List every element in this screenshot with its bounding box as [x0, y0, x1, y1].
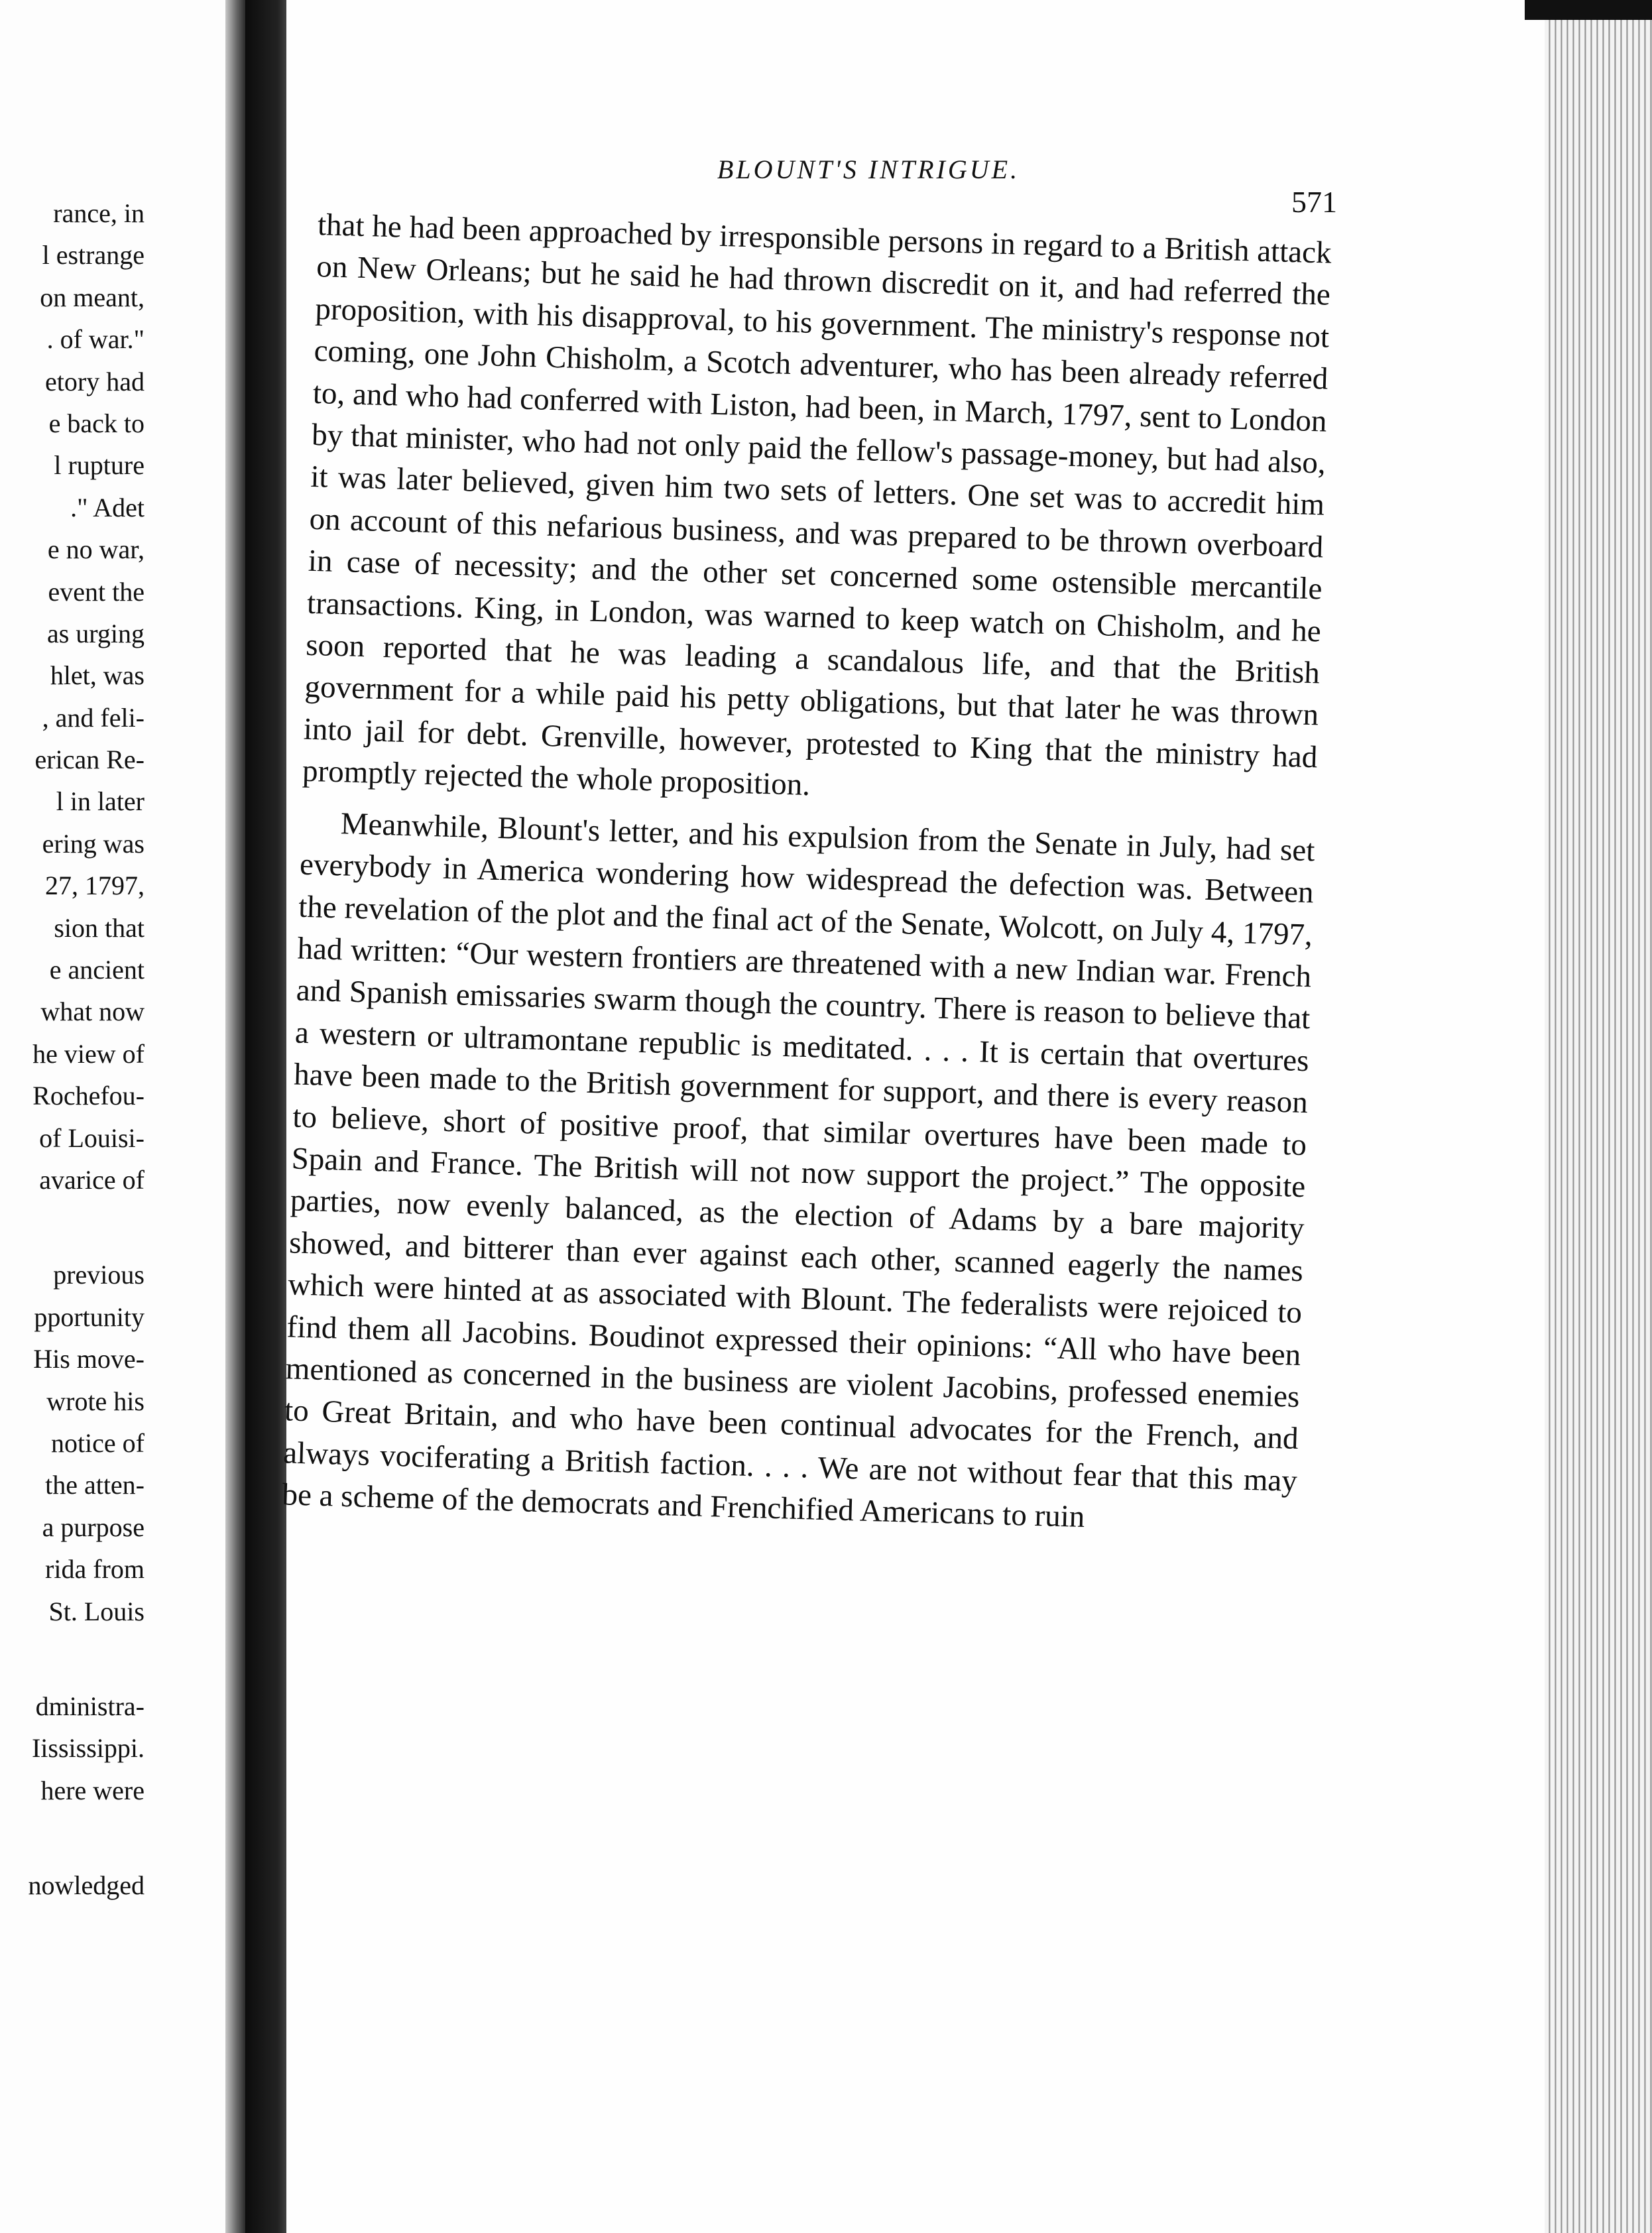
left-page-line: l estrange: [42, 240, 145, 271]
left-page-line: ering was: [42, 828, 145, 859]
left-page: [0, 0, 225, 2233]
left-page-line: His move-: [33, 1344, 145, 1374]
left-page-line: event the: [48, 576, 145, 607]
left-page-line: nowledged: [28, 1870, 145, 1901]
left-page-line: wrote his: [46, 1386, 145, 1416]
left-page-line: . of war.": [46, 324, 145, 355]
left-page-line: Rochefou-: [32, 1081, 145, 1111]
left-page-gutter: [225, 0, 245, 2233]
left-page-line: e back to: [48, 408, 145, 438]
left-page-line: of Louisi-: [39, 1122, 145, 1153]
book-spine-shadow: [245, 0, 292, 2233]
left-page-line: erican Re-: [34, 745, 145, 775]
left-page-line: hlet, was: [50, 660, 145, 691]
page-edges: [1545, 0, 1652, 2233]
left-page-line: here were: [40, 1775, 145, 1805]
left-page-line: avarice of: [39, 1164, 145, 1195]
left-page-line: [0, 1201, 145, 1254]
body-text: [282, 204, 1332, 1545]
left-page-line: the atten-: [45, 1470, 145, 1500]
left-page-line: l rupture: [54, 450, 145, 481]
paragraph: Meanwhile, Blount's letter, and his expulsion from the Senate in July, had set everybody in America wondering how widespread the defection was. Between the revelation of the plot and the final act of the Senate, Wolcott, on July 4, 1797, had written: “Our western frontiers are threatened with a new Indian war. French and Spanish emissaries swarm though the country. There is reason to believe that a western or ultramontane republic is meditated. . . . It is certain that overtures have been made to the British government for support, and there is every reason to believe, short of positive proof, that similar overtures have been made to Spain and France. The British will not now support the project.” The opposite parties, now evenly balanced, as the election of Adams by a bare majority showed, and bitterer than ever against each other, scanned eagerly the names which were hinted at as associated with Blount. The federalists were rejoiced to find them all Jacobins. Boudinot expressed their opinions: “All who have been mentioned as concerned in the business are violent Jacobins, professed enemies to Great Britain, and who have been continual advocates for the French, and always vociferating a British faction. . . . We are not without fear that this may be a scheme of the democrats and Frenchified Americans to ruin: [281, 806, 1316, 1535]
left-page-line: [0, 1632, 145, 1685]
left-page-text-fragments: [0, 192, 145, 1906]
left-page-line: what now: [40, 996, 145, 1027]
left-page-line: sion that: [54, 912, 145, 943]
running-head: BLOUNT'S INTRIGUE.: [717, 154, 1020, 184]
left-page-line: as urging: [46, 618, 145, 648]
left-page-line: e ancient: [49, 955, 145, 985]
left-page-line: a purpose: [42, 1512, 145, 1542]
paragraph: that he had been approached by irresponsible persons in regard to a British attack on New Orleans; but he said he had thrown discredit on it, and had referred the proposition, with his disapproval, to his government. The ministry's response not coming, one John Chisholm, a Scotch adventurer, who has been already referred to, and who had conferred with Liston, had been, in March, 1797, sent to London by that minister, who had not only paid the fellow's passage-money, but had also, it was later believed, given him two sets of letters. One set was to accredit him on account of this nefarious business, and was prepared to be thrown overboard in case of necessity; and the other set concerned some ostensible mercantile transactions. King, in London, was warned to keep watch on Chisholm, and he soon reported that he was leading a scandalous life, and that the British government for a while paid his petty obligations, but that later he was thrown into jail for debt. Grenville, however, protested to King that the ministry had promptly rejected the whole proposition.: [302, 207, 1332, 803]
page-number: 571: [1291, 185, 1337, 219]
left-page-line: dministra-: [35, 1691, 145, 1721]
left-page-line: rida from: [45, 1554, 145, 1585]
left-page-line: Iississippi.: [31, 1733, 145, 1764]
top-edge-shadow: [1525, 0, 1652, 20]
left-page-line: e no war,: [47, 534, 145, 565]
left-page-line: rance, in: [53, 198, 145, 228]
left-page-line: ." Adet: [70, 492, 145, 522]
left-page-line: etory had: [45, 366, 145, 396]
left-page-line: notice of: [50, 1427, 145, 1458]
left-page-line: , and feli-: [42, 702, 145, 733]
left-page-line: pportunity: [34, 1301, 145, 1332]
left-page-line: [0, 1811, 145, 1864]
left-page-line: St. Louis: [48, 1596, 145, 1626]
left-page-line: he view of: [32, 1038, 145, 1069]
left-page-line: 27, 1797,: [45, 871, 145, 901]
left-page-line: on meant,: [40, 282, 145, 312]
left-page-line: l in later: [56, 786, 145, 817]
left-page-line: previous: [53, 1260, 145, 1290]
